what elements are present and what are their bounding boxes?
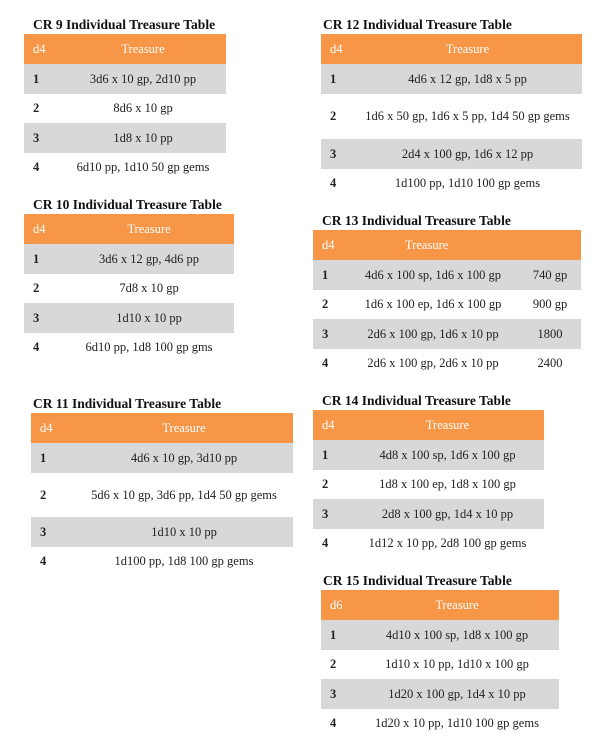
table-row xyxy=(313,260,581,290)
table-row xyxy=(24,153,226,182)
table-row xyxy=(313,319,581,349)
row-roll: 4 xyxy=(330,176,337,190)
table-title: CR 13 Individual Treasure Table xyxy=(322,213,511,228)
row-roll: 4 xyxy=(322,356,329,370)
row-value: 900 gp xyxy=(532,297,568,311)
row-value: 1800 xyxy=(519,319,581,349)
treasure-table xyxy=(313,230,581,378)
treasure-table xyxy=(31,413,293,576)
table-header-row xyxy=(24,34,226,64)
col-header-treasure: Treasure xyxy=(353,34,582,64)
table-header-row xyxy=(31,413,293,443)
table-row xyxy=(313,529,544,558)
table-row xyxy=(31,517,293,547)
table-title: CR 11 Individual Treasure Table xyxy=(33,396,222,411)
table-title: CR 12 Individual Treasure Table xyxy=(323,17,512,32)
table-header-row xyxy=(313,230,581,260)
row-roll: 4 xyxy=(33,160,40,174)
table-title: CR 10 Individual Treasure Table xyxy=(33,197,222,212)
row-treasure: 1d20 x 100 gp, 1d4 x 10 pp xyxy=(355,679,559,709)
table-row xyxy=(321,139,582,169)
col-header-die: d4 xyxy=(313,410,351,440)
table-row xyxy=(31,443,293,473)
row-roll: 3 xyxy=(313,319,347,349)
row-roll: 3 xyxy=(321,139,353,169)
table-row xyxy=(24,303,234,333)
table-header-row xyxy=(321,34,582,64)
table-row xyxy=(321,709,559,738)
table-row xyxy=(321,650,559,679)
col-header-treasure: Treasure xyxy=(351,410,544,440)
table-row xyxy=(321,169,582,198)
col-header-die: d4 xyxy=(313,230,347,260)
row-treasure: 1d10 x 10 pp xyxy=(75,517,293,547)
row-treasure: 1d8 x 10 pp xyxy=(60,123,226,153)
table-row xyxy=(24,274,234,303)
row-roll: 1 xyxy=(313,440,351,470)
treasure-table xyxy=(321,34,582,198)
col-header-treasure: Treasure xyxy=(355,590,559,620)
row-roll: 3 xyxy=(321,679,355,709)
row-roll: 2 xyxy=(322,297,329,311)
row-roll: 2 xyxy=(33,101,40,115)
row-roll: 3 xyxy=(31,517,75,547)
col-header-die: d4 xyxy=(31,413,75,443)
row-roll: 1 xyxy=(31,443,75,473)
row-roll: 2 xyxy=(40,487,47,502)
row-value: 740 gp xyxy=(519,260,581,290)
col-header-treasure: Treasure xyxy=(75,413,293,443)
col-header-die: d6 xyxy=(321,590,355,620)
treasure-table xyxy=(313,410,544,558)
row-treasure: 4d6 x 12 gp, 1d8 x 5 pp xyxy=(353,64,582,94)
table-row xyxy=(321,94,582,139)
row-treasure: 1d100 pp, 1d8 100 gp gems xyxy=(114,554,254,568)
row-treasure: 7d8 x 10 gp xyxy=(119,281,179,295)
row-roll: 4 xyxy=(33,340,40,354)
table-title: CR 9 Individual Treasure Table xyxy=(33,17,216,32)
row-roll: 4 xyxy=(322,536,329,550)
row-treasure: 2d8 x 100 gp, 1d4 x 10 pp xyxy=(351,499,544,529)
table-title: CR 14 Individual Treasure Table xyxy=(322,393,511,408)
row-treasure: 1d6 x 50 gp, 1d6 x 5 pp, 1d4 50 gp gems xyxy=(365,109,570,123)
row-treasure: 1d10 x 10 pp, 1d10 x 100 gp xyxy=(385,657,529,671)
row-roll: 1 xyxy=(24,64,60,94)
row-treasure: 4d6 x 100 sp, 1d6 x 100 gp xyxy=(347,260,519,290)
treasure-table xyxy=(24,214,234,362)
table-row xyxy=(31,473,293,517)
table-row xyxy=(321,620,559,650)
row-roll: 4 xyxy=(40,554,47,568)
treasure-table xyxy=(321,590,559,738)
row-roll: 3 xyxy=(24,303,64,333)
table-row xyxy=(31,547,293,576)
row-treasure: 1d12 x 10 pp, 2d8 100 gp gems xyxy=(368,536,527,550)
row-treasure: 4d10 x 100 sp, 1d8 x 100 gp xyxy=(355,620,559,650)
table-row xyxy=(24,333,234,362)
row-roll: 1 xyxy=(321,64,353,94)
row-treasure: 6d10 pp, 1d10 50 gp gems xyxy=(76,160,210,174)
table-row xyxy=(313,470,544,499)
row-roll: 1 xyxy=(313,260,347,290)
row-treasure: 6d10 pp, 1d8 100 gp gms xyxy=(85,340,213,354)
row-roll: 3 xyxy=(313,499,351,529)
table-row xyxy=(24,64,226,94)
row-roll: 3 xyxy=(24,123,60,153)
table-row xyxy=(313,499,544,529)
row-treasure: 1d10 x 10 pp xyxy=(64,303,234,333)
row-treasure: 1d6 x 100 ep, 1d6 x 100 gp xyxy=(364,297,502,311)
col-header-die: d4 xyxy=(24,34,60,64)
row-value: 2400 xyxy=(537,356,563,370)
col-header-value xyxy=(519,230,581,260)
col-header-treasure: Treasure xyxy=(347,230,519,260)
table-title: CR 15 Individual Treasure Table xyxy=(323,573,512,588)
table-row xyxy=(321,64,582,94)
col-header-die: d4 xyxy=(24,214,64,244)
table-header-row xyxy=(313,410,544,440)
col-header-treasure: Treasure xyxy=(60,34,226,64)
row-roll: 2 xyxy=(322,477,329,491)
col-header-die: d4 xyxy=(321,34,353,64)
row-treasure: 2d6 x 100 gp, 2d6 x 10 pp xyxy=(367,356,499,370)
row-treasure: 1d20 x 10 pp, 1d10 100 gp gems xyxy=(375,716,539,730)
table-row xyxy=(313,440,544,470)
row-treasure: 3d6 x 12 gp, 4d6 pp xyxy=(64,244,234,274)
row-roll: 2 xyxy=(330,657,337,671)
row-treasure: 4d8 x 100 sp, 1d6 x 100 gp xyxy=(351,440,544,470)
row-roll: 1 xyxy=(24,244,64,274)
table-row xyxy=(24,244,234,274)
row-roll: 1 xyxy=(321,620,355,650)
row-treasure: 4d6 x 10 gp, 3d10 pp xyxy=(75,443,293,473)
row-treasure: 8d6 x 10 gp xyxy=(113,101,173,115)
table-header-row xyxy=(321,590,559,620)
table-row xyxy=(313,349,581,378)
treasure-table xyxy=(24,34,226,182)
row-treasure: 2d6 x 100 gp, 1d6 x 10 pp xyxy=(347,319,519,349)
table-header-row xyxy=(24,214,234,244)
row-treasure: 2d4 x 100 gp, 1d6 x 12 pp xyxy=(353,139,582,169)
row-treasure: 5d6 x 10 gp, 3d6 pp, 1d4 50 gp gems xyxy=(91,487,277,502)
row-treasure: 3d6 x 10 gp, 2d10 pp xyxy=(60,64,226,94)
row-roll: 2 xyxy=(330,109,337,123)
row-treasure: 1d100 pp, 1d10 100 gp gems xyxy=(394,176,541,190)
table-row xyxy=(321,679,559,709)
table-row xyxy=(313,290,581,319)
table-row xyxy=(24,123,226,153)
col-header-treasure: Treasure xyxy=(64,214,234,244)
row-roll: 2 xyxy=(33,281,40,295)
row-treasure: 1d8 x 100 ep, 1d8 x 100 gp xyxy=(379,477,516,491)
table-row xyxy=(24,94,226,123)
row-roll: 4 xyxy=(330,716,337,730)
